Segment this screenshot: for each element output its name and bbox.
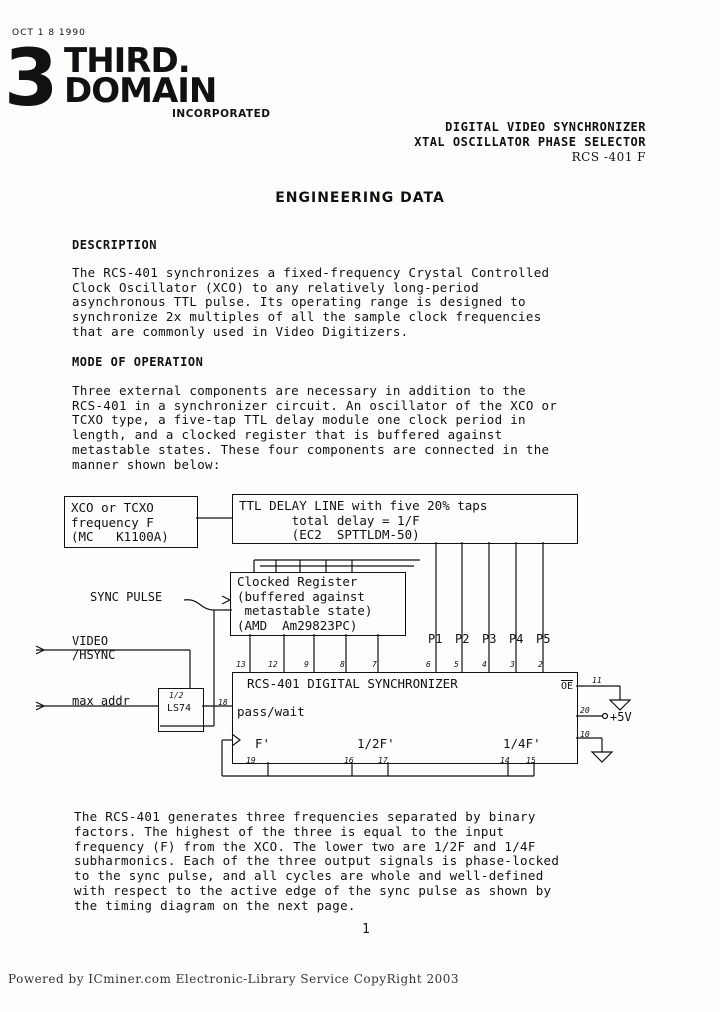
- pass-wait-label: pass/wait: [237, 704, 305, 719]
- pin-20: 20: [580, 706, 590, 715]
- register-label: Clocked Register (buffered against metastable state) (AMD Am29823PC): [237, 574, 373, 633]
- pin-18: 18: [218, 698, 228, 707]
- pin-4: 4: [482, 660, 487, 669]
- delay-line-label: TTL DELAY LINE with five 20% taps total delay = 1/F (EC2 SPTTLDM-50): [239, 498, 488, 542]
- plus-5v-label: +5V: [610, 710, 632, 724]
- sync-pulse-label: SYNC PULSE: [90, 590, 163, 604]
- part-number: RCS -401 F: [571, 150, 646, 164]
- tap-p4: P4: [509, 632, 524, 646]
- tap-p3: P3: [482, 632, 497, 646]
- page-number: 1: [362, 922, 370, 937]
- tap-p2: P2: [455, 632, 470, 646]
- chip-title: RCS-401 DIGITAL SYNCHRONIZER: [247, 676, 458, 691]
- pin-13: 13: [236, 660, 246, 669]
- page-title: ENGINEERING DATA: [275, 190, 445, 206]
- pin-17: 17: [378, 756, 388, 765]
- pin-12: 12: [268, 660, 278, 669]
- pin-14: 14: [500, 756, 510, 765]
- pin-16: 16: [344, 756, 354, 765]
- logo-subtitle: INCORPORATED: [172, 108, 271, 120]
- oscillator-box: [64, 496, 198, 548]
- pin-5: 5: [454, 660, 459, 669]
- flip-flop-box: [158, 688, 204, 732]
- header-line-1: DIGITAL VIDEO SYNCHRONIZER: [445, 120, 646, 134]
- synchronizer-chip: [232, 672, 578, 764]
- tap-p5: P5: [536, 632, 551, 646]
- register-box: [230, 572, 406, 636]
- description-heading: DESCRIPTION: [72, 238, 157, 252]
- pin-19: 19: [246, 756, 256, 765]
- closing-text: The RCS-401 generates three frequencies separated by binary factors. The highest of the three is equal to the input frequency (F) from the XCO. The lower two are 1/2F and 1/4F subharmonics. Each of the three output signals is phase-locked to the sync pulse, and all cycles are whole and well-defined with respect to the active edge of the sync pulse as shown by the timing diagram on the next page.: [74, 809, 560, 913]
- date-stamp: OCT 1 8 1990: [12, 28, 86, 38]
- logo-mark: 3: [4, 34, 55, 124]
- logo-line-1: THIRD.: [64, 41, 190, 81]
- tap-p1: P1: [428, 632, 443, 646]
- pin-2: 2: [538, 660, 543, 669]
- mode-heading: MODE OF OPERATION: [72, 355, 204, 369]
- pin-15: 15: [526, 756, 536, 765]
- logo-line-2: DOMAIN: [64, 71, 217, 111]
- flip-flop-top-label: 1/2: [169, 691, 184, 700]
- max-addr-label: max addr: [72, 694, 130, 708]
- video-label: VIDEO: [72, 634, 109, 648]
- pin-6: 6: [426, 660, 431, 669]
- quarter-f-output-label: 1/4F': [503, 736, 541, 751]
- pin-10: 10: [580, 730, 590, 739]
- pin-8: 8: [340, 660, 345, 669]
- oscillator-label: XCO or TCXO frequency F (MC K1100A): [71, 500, 169, 544]
- footer-credit: Powered by ICminer.com Electronic-Library Service CopyRight 2003: [8, 972, 460, 986]
- oe-label: $\overline{OE}$: [560, 681, 573, 692]
- pin-7: 7: [372, 660, 377, 669]
- f-output-label: F': [255, 736, 271, 751]
- mode-text: Three external components are necessary in addition to the RCS-401 in a synchronizer circuit. An oscillator of the XCO or TCXO type, a five-tap TTL delay module one clock period in length, and a clocked register that is buffered against metastable states. These four components are connected in the manner shown below:: [72, 383, 558, 472]
- delay-line-box: [232, 494, 578, 544]
- pin-11: 11: [592, 676, 602, 685]
- hsync-label: /HSYNC: [72, 648, 116, 662]
- flip-flop-name: LS74: [167, 703, 192, 714]
- description-text: The RCS-401 synchronizes a fixed-frequency Crystal Controlled Clock Oscillator (XCO) to any relatively long-period asynchronous TTL pulse. Its operating range is designed to synchronize 2x multiples of all the sample clock frequencies that are commonly used in Video Digitizers.: [72, 265, 550, 339]
- half-f-output-label: 1/2F': [357, 736, 395, 751]
- pin-3: 3: [510, 660, 515, 669]
- pin-9: 9: [304, 660, 309, 669]
- header-line-2: XTAL OSCILLATOR PHASE SELECTOR: [414, 135, 646, 149]
